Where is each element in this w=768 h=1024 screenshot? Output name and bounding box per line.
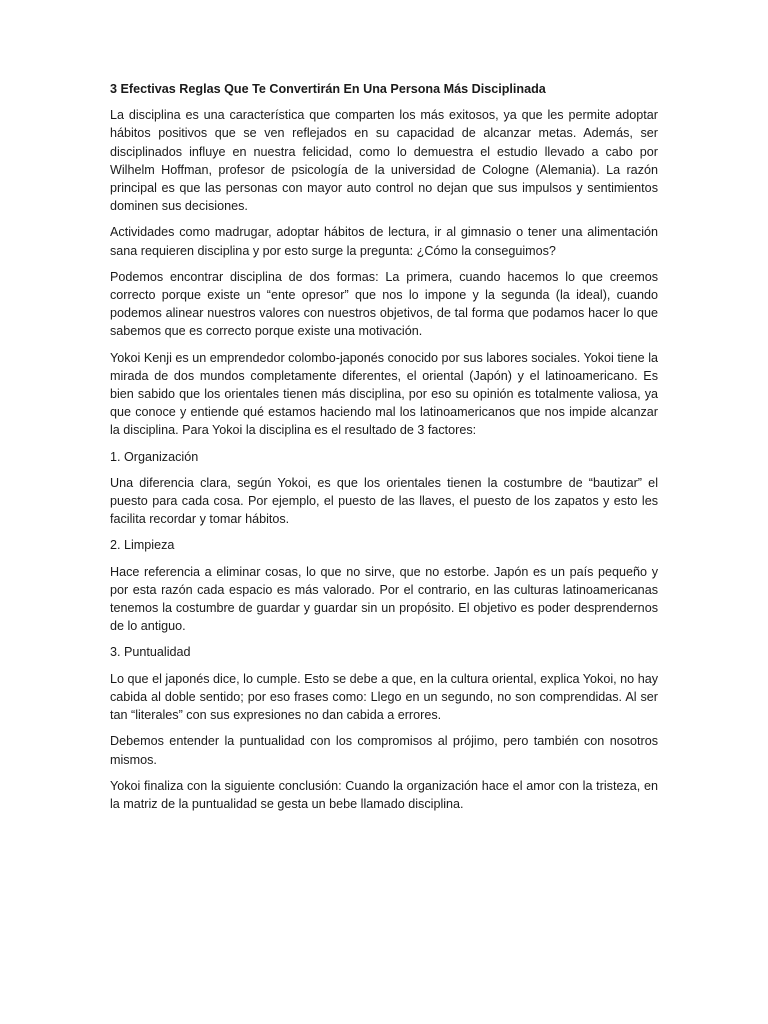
section-heading-organizacion: 1. Organización — [110, 449, 199, 464]
section-paragraph-organizacion: Una diferencia clara, según Yokoi, es que los orientales tienen la costumbre de “bautizar” el puesto para cada cosa. Por ejemplo, el puesto de las llaves, el puesto de los zapatos y esto les facilita recordar y tomar hábitos. — [110, 475, 658, 527]
intro-paragraph-4: Yokoi Kenji es un emprendedor colombo-japonés conocido por sus labores sociales. Yokoi tiene la mirada de dos mundos completamente diferentes, el oriental (Japón) y el latinoamericano. Es bien sabido que los orientales tienen más disciplina, por eso su opinión es totalmente valiosa, ya que conoce y entiende qué estamos haciendo mal los latinoamericanos que nos impide alcanzar la disciplina. Para Yokoi la disciplina es el resultado de 3 factores: — [110, 350, 658, 438]
intro-paragraph-1: La disciplina es una característica que comparten los más exitosos, ya que les permite adoptar hábitos positivos que se ven reflejados en su capacidad de alcanzar metas. Además, ser disciplinados influye en nuestra felicidad, como lo demuestra el estudio llevado a cabo por Wilhelm Hoffman, profesor de psicología de la universidad de Cologne (Alemania). La razón principal es que las personas con mayor auto control no dejan que sus impulsos y sentimientos dominen sus decisiones. — [110, 108, 658, 214]
section-paragraph-puntualidad-3: Yokoi finaliza con la siguiente conclusión: Cuando la organización hace el amor con la tristeza, en la matriz de la puntualidad se gesta un bebe llamado disciplina. — [110, 778, 658, 811]
section-paragraph-limpieza: Hace referencia a eliminar cosas, lo que no sirve, que no estorbe. Japón es un país pequeño y por esta razón cada espacio es más valorado. Por el contrario, en las culturas latinoamericanas tenemos la costumbre de guardar y guardar sin un propósito. El objetivo es poder desprendernos de lo antiguo. — [110, 564, 658, 634]
section-paragraph-puntualidad-1: Lo que el japonés dice, lo cumple. Esto se debe a que, en la cultura oriental, explica Yokoi, no hay cabida al doble sentido; por eso frases como: Llego en un segundo, no son comprendidas. Al ser tan “literales” con sus expresiones no dan cabida a errores. — [110, 671, 658, 723]
section-heading-limpieza: 2. Limpieza — [110, 538, 175, 553]
document-title: 3 Efectivas Reglas Que Te Convertirán En Una Persona Más Disciplinada — [110, 82, 546, 96]
section-heading-puntualidad: 3. Puntualidad — [110, 645, 191, 660]
intro-paragraph-2: Actividades como madrugar, adoptar hábitos de lectura, ir al gimnasio o tener una alimentación sana requieren disciplina y por esto surge la pregunta: ¿Cómo la conseguimos? — [110, 225, 658, 258]
section-paragraph-puntualidad-2: Debemos entender la puntualidad con los compromisos al prójimo, pero también con nosotros mismos. — [110, 734, 658, 767]
intro-paragraph-3: Podemos encontrar disciplina de dos formas: La primera, cuando hacemos lo que creemos correcto porque existe un “ente opresor” que nos lo impone y la segunda (la ideal), cuando podemos alinear nuestros valores con nuestros objetivos, de tal forma que podamos hacer lo que sabemos que es correcto porque existe una motivación. — [110, 269, 658, 339]
document-page — [110, 80, 658, 821]
